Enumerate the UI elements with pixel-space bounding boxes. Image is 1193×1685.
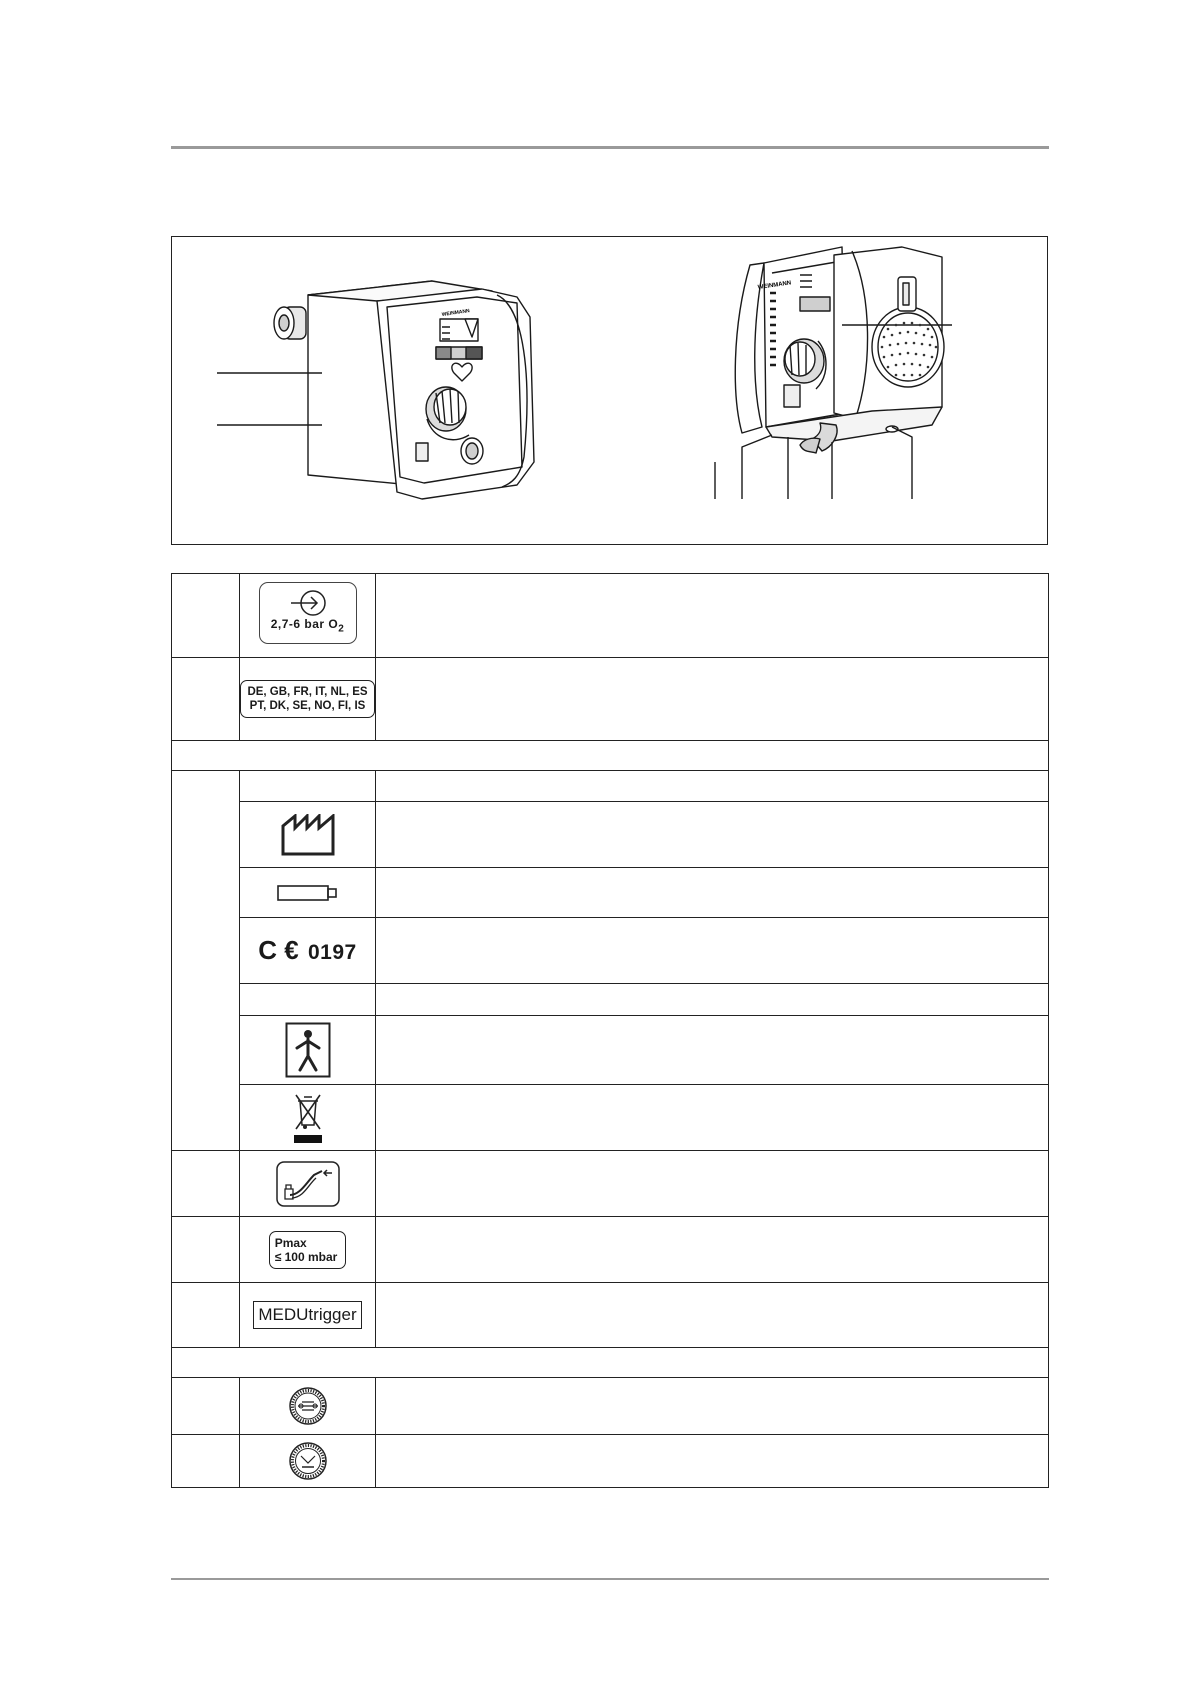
right-device-drawing: [715, 247, 952, 499]
brand-print-right: WEINMANN: [757, 280, 792, 291]
left-device-drawing: [217, 281, 534, 499]
hose-connection-icon: [276, 1161, 340, 1207]
stk-seal-icon: [288, 1441, 328, 1481]
battery-icon: [276, 883, 340, 903]
country-codes-line2: PT, DK, SE, NO, FI, IS: [249, 700, 366, 712]
table-row: [172, 1283, 1049, 1348]
ce-mark-icon: C € 0197: [258, 935, 357, 965]
pmax-line2: ≤ 100 mbar: [274, 1249, 338, 1264]
table-row: [172, 918, 1049, 984]
table-row: [172, 1085, 1049, 1151]
table-row: [172, 1151, 1049, 1217]
o2-subscript: 2: [338, 623, 345, 634]
country-codes-line1: DE, GB, FR, IT, NL, ES: [247, 686, 368, 698]
section-row: [172, 1348, 1049, 1378]
top-rule: [171, 146, 1049, 149]
table-row: [172, 1217, 1049, 1283]
country-codes-label: [240, 680, 374, 718]
manufacturer-factory-icon: [279, 814, 337, 856]
section-row: [172, 741, 1049, 771]
o2-inlet-symbol: [259, 582, 357, 644]
device-illustrations: [172, 237, 1049, 546]
brand-print-left: WEINMANN: [441, 308, 471, 318]
type-bf-person-icon: [285, 1022, 331, 1078]
table-row: [172, 868, 1049, 918]
device-figure: [171, 236, 1048, 545]
table-row: [172, 1378, 1049, 1435]
inspection-seal-icon: [288, 1386, 328, 1426]
symbols-table: [171, 573, 1049, 1488]
medutrigger-label: MEDUtrigger: [253, 1301, 361, 1329]
table-row: [172, 1016, 1049, 1085]
pmax-label: [269, 1231, 347, 1269]
bottom-rule: [171, 1578, 1049, 1580]
table-row: [172, 658, 1049, 741]
table-row: [172, 1435, 1049, 1488]
o2-inlet-label: 2,7-6 bar O: [270, 616, 339, 631]
pmax-line1: Pmax: [274, 1235, 307, 1250]
table-row: [172, 984, 1049, 1016]
table-row: [172, 802, 1049, 868]
table-row: [172, 771, 1049, 802]
table-row: [172, 574, 1049, 658]
ce-number: 0197: [307, 941, 357, 964]
crossed-bin-icon: [291, 1091, 325, 1145]
